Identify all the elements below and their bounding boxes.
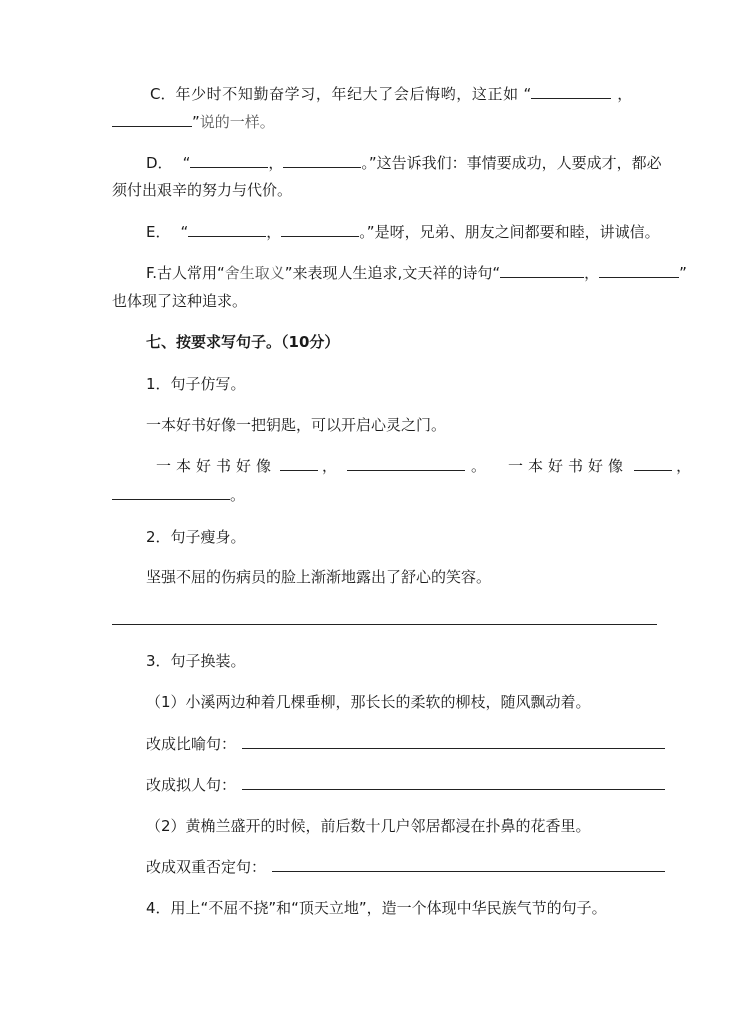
- q1-period-2: 。: [230, 486, 246, 504]
- q2-sentence: 坚强不屈的伤病员的脸上渐渐地露出了舒心的笑容。: [146, 568, 492, 586]
- q3-metaphor-answer-line[interactable]: [242, 748, 665, 749]
- item-d-blank-1[interactable]: [190, 153, 268, 168]
- item-e-label: E．: [146, 223, 171, 241]
- q1-blank-1[interactable]: [280, 456, 318, 471]
- item-f-line2: [112, 291, 247, 311]
- item-c-text: 年少时不知勤奋学习，年纪大了会后悔哟，这正如: [175, 85, 519, 103]
- q2-title: 2．句子瘦身。: [146, 528, 246, 546]
- item-e-end: 。”: [359, 223, 375, 241]
- item-c-line1: [150, 84, 632, 104]
- item-e-line: [146, 222, 660, 242]
- item-d-text1: 这告诉我们：事情要成功，人要成才，都必: [376, 154, 662, 172]
- q3-personify-answer-line[interactable]: [242, 789, 665, 790]
- q3-double-negative-answer-line[interactable]: [272, 871, 665, 872]
- q1-period-1: 。: [471, 457, 487, 475]
- item-f-text-a: F.古人常用“: [146, 264, 225, 282]
- q1-fill-line1: [156, 456, 691, 476]
- section-7-title: 七、按要求写句子。（10分）: [146, 333, 340, 351]
- item-f-highlight: 舍生取义: [224, 264, 285, 282]
- item-d-label: D．: [146, 154, 173, 172]
- item-e-blank-1[interactable]: [188, 222, 266, 237]
- item-f-line1: [146, 263, 687, 283]
- q1-title: 1．句子仿写。: [146, 375, 246, 393]
- q3-double-negative-label: 改成双重否定句：: [146, 858, 267, 876]
- item-e-text: 是呀，兄弟、朋友之间都要和睦，讲诚信。: [374, 223, 660, 241]
- q1-comma-1: ，: [322, 457, 338, 475]
- item-c-open-quote: “: [523, 85, 532, 103]
- item-c-comma: ，: [617, 85, 633, 103]
- q1-blank-4[interactable]: [112, 485, 230, 500]
- item-f-blank-1[interactable]: [500, 263, 584, 278]
- item-e-open-quote: “: [180, 223, 189, 241]
- item-d-comma: ，: [268, 154, 284, 172]
- q1-prefix-1: 一本好书好像: [156, 457, 277, 475]
- item-e-blank-2[interactable]: [281, 222, 359, 237]
- item-d-line1: [146, 153, 662, 173]
- q1-comma-2: ，: [676, 457, 692, 475]
- q1-blank-3[interactable]: [634, 456, 672, 471]
- q1-example: 一本好书好像一把钥匙，可以开启心灵之门。: [146, 416, 447, 434]
- item-c-tail: 说的一样。: [199, 113, 275, 131]
- item-c-close-quote: ”: [192, 113, 200, 131]
- item-f-close-quote: ”: [679, 264, 687, 282]
- q3-personify-label: 改成拟人句：: [146, 776, 237, 794]
- item-f-blank-2[interactable]: [599, 263, 679, 278]
- item-f-text2: 也体现了这种追求。: [112, 292, 248, 310]
- q3-metaphor-label: 改成比喻句：: [146, 735, 237, 753]
- q1-fill-line2: [112, 485, 245, 505]
- item-f-text-b: ”来表现人生追求,文天祥的诗句“: [284, 264, 501, 282]
- item-c-blank-2[interactable]: [112, 112, 192, 127]
- item-c-line2: [112, 112, 275, 132]
- item-c-blank-1[interactable]: [531, 84, 611, 99]
- item-d-text2: 须付出艰辛的努力与代价。: [112, 181, 293, 199]
- q3-title: 3．句子换装。: [146, 652, 246, 670]
- q4-title: 4．用上“不屈不挠”和“顶天立地”，造一个体现中华民族气节的句子。: [146, 899, 607, 917]
- item-f-comma: ，: [584, 264, 600, 282]
- q3-sentence-1: （1）小溪两边种着几棵垂柳，那长长的柔软的柳枝，随风飘动着。: [146, 693, 591, 711]
- item-d-open-quote: “: [182, 154, 191, 172]
- item-d-blank-2[interactable]: [283, 153, 361, 168]
- item-e-comma: ，: [266, 223, 282, 241]
- item-d-end: 。”: [361, 154, 377, 172]
- item-c-label: C．: [150, 85, 176, 103]
- q2-answer-line[interactable]: [112, 624, 657, 625]
- q1-blank-2[interactable]: [347, 456, 465, 471]
- q1-prefix-2: 一本好书好像: [508, 457, 629, 475]
- q3-sentence-2: （2）黄桷兰盛开的时候，前后数十几户邻居都浸在扑鼻的花香里。: [146, 817, 591, 835]
- item-d-line2: [112, 180, 292, 200]
